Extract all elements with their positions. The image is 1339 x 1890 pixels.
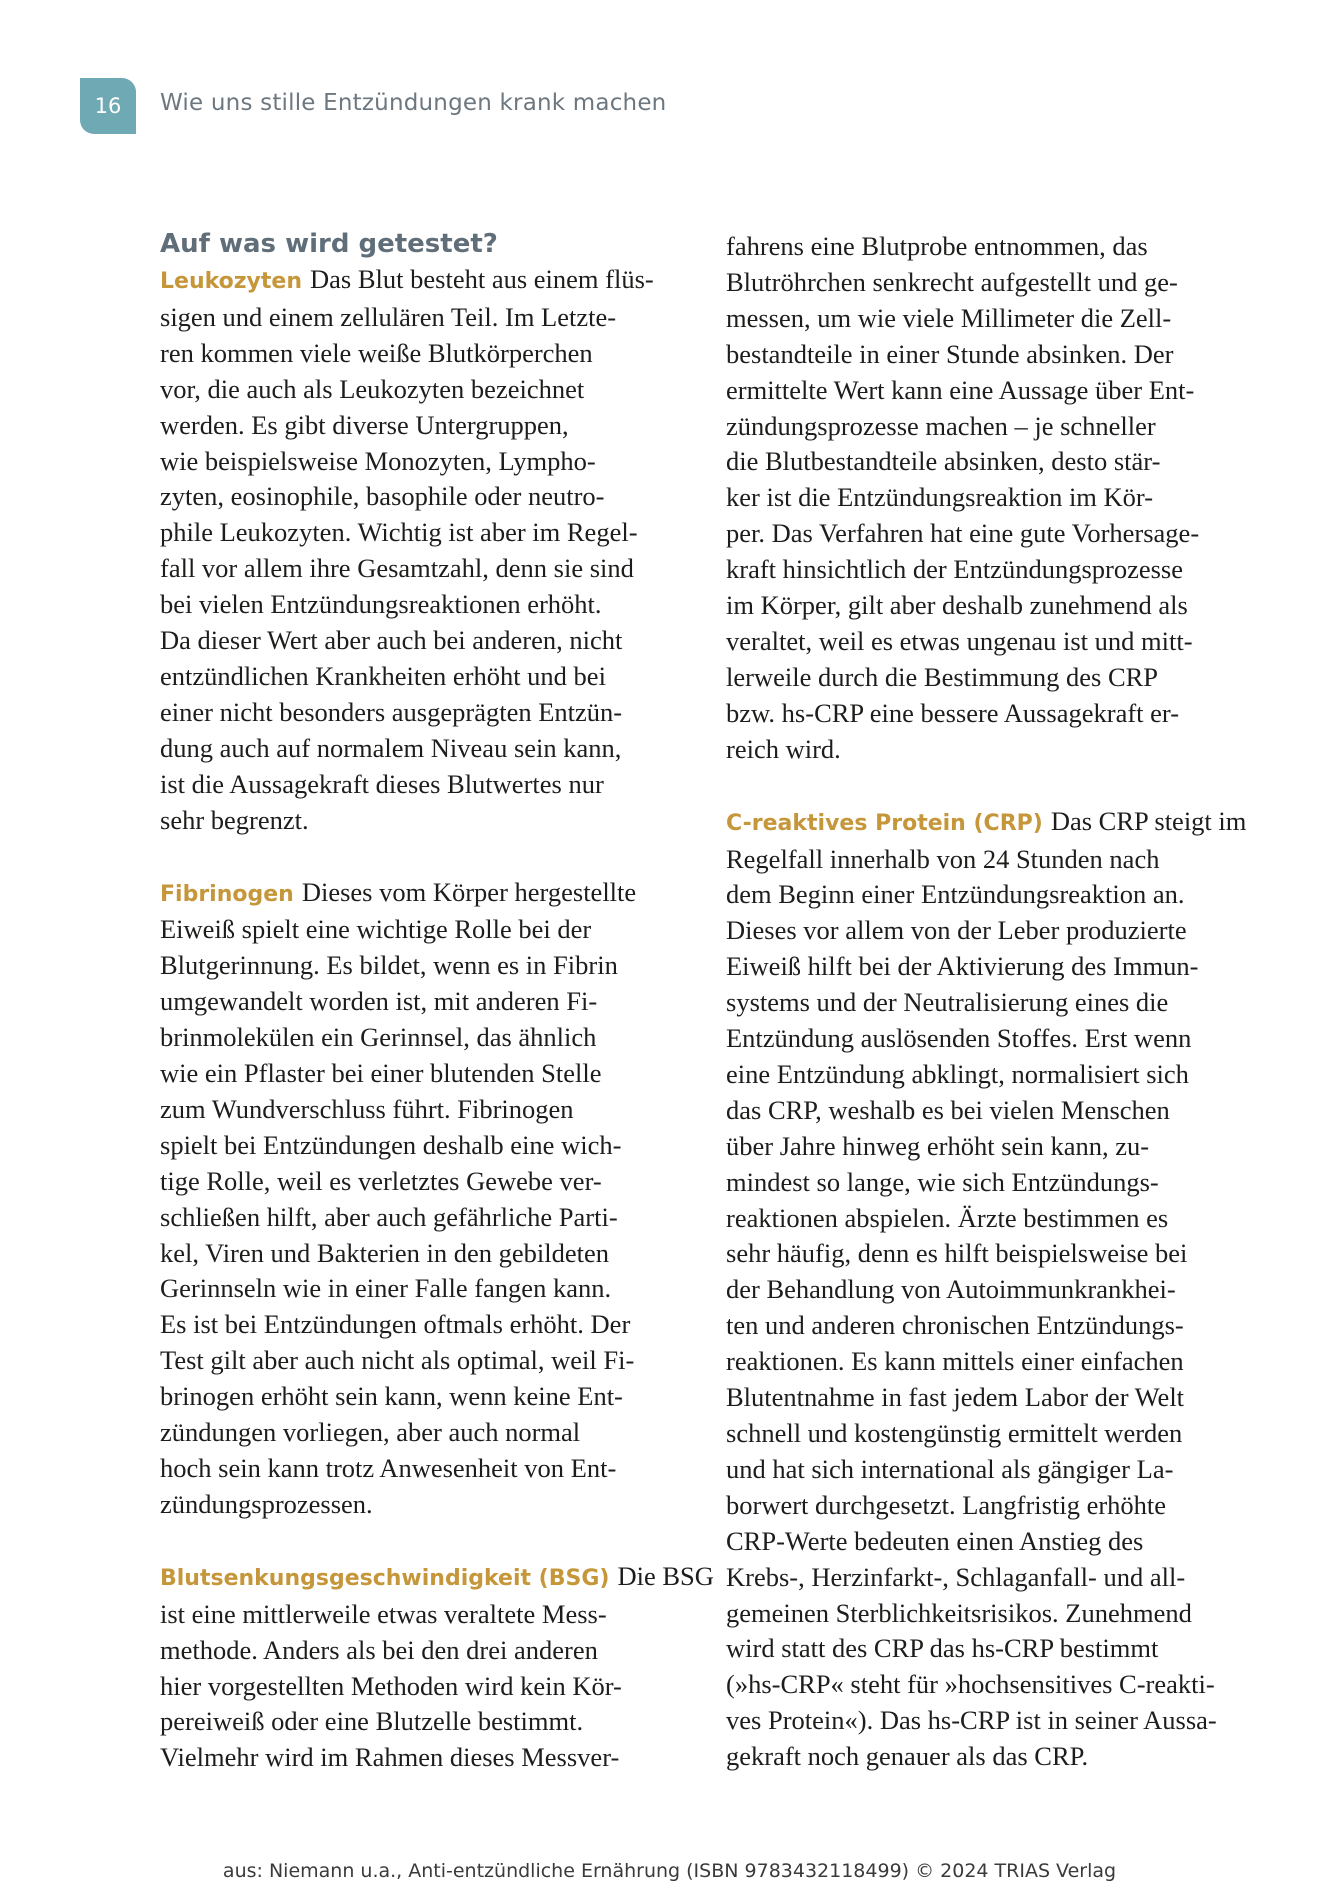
text-line	[160, 1451, 690, 1487]
line-text: schnell und kostengünstig ermittelt werden	[726, 1418, 1183, 1448]
line-text: reaktionen abspielen. Ärzte bestimmen es	[726, 1202, 1169, 1233]
line-text: Da dieser Wert aber auch bei anderen, nicht	[160, 625, 623, 656]
text-line	[160, 1633, 690, 1669]
text-line	[726, 660, 1256, 696]
line-text: fahrens eine Blutprobe entnommen, das	[726, 231, 1148, 261]
text-line	[160, 1379, 690, 1415]
line-text: mindest so lange, wie sich Entzündungs-	[726, 1166, 1159, 1197]
text-line	[160, 1704, 690, 1740]
text-line	[726, 1631, 1256, 1667]
line-text: kraft hinsichtlich der Entzündungsprozesse	[726, 554, 1183, 585]
text-line	[160, 1271, 690, 1307]
text-line	[726, 877, 1256, 913]
text-line	[160, 1669, 690, 1705]
footer-citation: aus: Niemann u.a., Anti-entzündliche Ernährung (ISBN 9783432118499) © 2024 TRIAS Verlag	[222, 1860, 1117, 1882]
text-line	[160, 875, 690, 913]
term-heading: C-reaktives Protein (CRP)	[726, 810, 1043, 836]
text-line	[160, 1487, 690, 1523]
text-line	[160, 479, 690, 515]
text-line	[160, 262, 690, 300]
line-text: spielt bei Entzündungen deshalb eine wich-	[160, 1129, 622, 1160]
line-text: reich wird.	[726, 733, 841, 764]
line-text: hier vorgestellten Methoden wird kein Kör-	[160, 1670, 622, 1701]
text-line	[160, 948, 690, 984]
text-line	[726, 373, 1256, 409]
line-text: reaktionen. Es kann mittels einer einfachen	[726, 1346, 1184, 1377]
text-line	[160, 731, 690, 767]
line-text: Dieses vom Körper hergestellte	[301, 876, 637, 907]
text-line	[160, 372, 690, 408]
text-line	[160, 912, 690, 948]
line-text: Das CRP steigt im	[1050, 805, 1247, 836]
text-line	[160, 1597, 690, 1633]
text-line	[726, 985, 1256, 1021]
paragraph	[160, 1559, 714, 1776]
text-line	[726, 552, 1256, 588]
text-line	[726, 1272, 1256, 1308]
line-text: über Jahre hinweg erhöht sein kann, zu-	[726, 1130, 1150, 1161]
left-column	[160, 226, 714, 1776]
text-line	[160, 767, 690, 803]
line-text: Blutgerinnung. Es bildet, wenn es in Fibrin	[160, 950, 618, 981]
line-text: Die BSG	[617, 1560, 714, 1591]
line-text: fall vor allem ihre Gesamtzahl, denn sie sind	[160, 553, 634, 584]
line-text: brinmolekülen ein Gerinnsel, das ähnlich	[160, 1022, 597, 1053]
text-line	[726, 624, 1256, 660]
line-text: zum Wundverschluss führt. Fibrinogen	[160, 1093, 574, 1124]
text-line	[160, 1128, 690, 1164]
line-text: per. Das Verfahren hat eine gute Vorhersage-	[726, 518, 1200, 549]
text-line	[160, 1559, 714, 1597]
line-text: methode. Anders als bei den drei anderen	[160, 1634, 598, 1665]
line-text: der Behandlung von Autoimmunkrankhei-	[726, 1274, 1176, 1305]
text-line	[160, 984, 690, 1020]
text-line	[726, 1057, 1256, 1093]
text-line	[726, 588, 1256, 624]
text-line	[160, 1092, 690, 1128]
text-line	[160, 803, 690, 839]
line-text: zündungen vorliegen, aber auch normal	[160, 1417, 581, 1448]
text-line	[726, 1560, 1256, 1596]
text-line	[726, 1739, 1256, 1775]
text-line	[726, 1488, 1256, 1524]
text-line	[160, 336, 690, 372]
text-line	[160, 1164, 690, 1200]
text-line	[160, 551, 690, 587]
text-line	[160, 587, 690, 623]
line-text: systems und der Neutralisierung eines die	[726, 987, 1169, 1018]
text-line	[726, 1524, 1256, 1560]
line-text: ves Protein«). Das hs-CRP ist in seiner Aussa-	[726, 1705, 1217, 1736]
text-line	[726, 1236, 1256, 1272]
text-line	[160, 1343, 690, 1379]
line-text: sehr häufig, denn es hilft beispielsweise bei	[726, 1238, 1188, 1269]
line-text: ker ist die Entzündungsreaktion im Kör-	[726, 482, 1154, 513]
paragraph-gap	[160, 1523, 690, 1559]
right-column	[726, 229, 1256, 1775]
line-text: borwert durchgesetzt. Langfristig erhöhte	[726, 1489, 1167, 1520]
text-line	[726, 804, 1256, 842]
line-text: ermittelte Wert kann eine Aussage über Ent-	[726, 374, 1195, 405]
line-text: bestandteile in einer Stunde absinken. Der	[726, 338, 1174, 369]
line-text: wird statt des CRP das hs-CRP bestimmt	[726, 1633, 1159, 1664]
running-title: Wie uns stille Entzündungen krank machen	[160, 90, 667, 116]
line-text: gekraft noch genauer als das CRP.	[726, 1741, 1089, 1772]
text-line	[726, 480, 1256, 516]
line-text: ist die Aussagekraft dieses Blutwertes nur	[160, 768, 604, 799]
text-line	[726, 229, 1256, 265]
text-line	[160, 1200, 690, 1236]
text-line	[160, 1740, 690, 1776]
line-text: entzündlichen Krankheiten erhöht und bei	[160, 660, 606, 691]
line-text: Eiweiß hilft bei der Aktivierung des Immun-	[726, 951, 1199, 982]
text-line	[726, 1667, 1256, 1703]
line-text: brinogen erhöht sein kann, wenn keine Ent-	[160, 1381, 623, 1412]
text-line	[160, 1056, 690, 1092]
text-line	[160, 1236, 690, 1272]
text-line	[160, 659, 690, 695]
line-text: tige Rolle, weil es verletztes Gewebe ver-	[160, 1165, 602, 1196]
paragraph	[726, 229, 1256, 768]
line-text: sigen und einem zellulären Teil. Im Letzte-	[160, 301, 617, 332]
text-line	[726, 1596, 1256, 1632]
page-number-badge	[80, 78, 136, 134]
text-line	[726, 1021, 1256, 1057]
text-line	[726, 1380, 1256, 1416]
paragraph-gap	[726, 768, 1256, 804]
line-text: zyten, eosinophile, basophile oder neutro-	[160, 481, 605, 512]
text-line	[726, 1416, 1256, 1452]
line-text: im Körper, gilt aber deshalb zunehmend als	[726, 590, 1188, 621]
text-line	[726, 696, 1256, 732]
text-line	[726, 1703, 1256, 1739]
line-text: Entzündung auslösenden Stoffes. Erst wenn	[726, 1023, 1192, 1054]
line-text: einer nicht besonders ausgeprägten Entzün-	[160, 696, 623, 727]
paragraph	[160, 875, 690, 1523]
text-line	[726, 1308, 1256, 1344]
line-text: ren kommen viele weiße Blutkörperchen	[160, 337, 593, 368]
term-heading: Fibrinogen	[160, 881, 294, 907]
line-text: die Blutbestandteile absinken, desto stär-	[726, 446, 1161, 477]
line-text: gemeinen Sterblichkeitsrisikos. Zunehmend	[726, 1597, 1192, 1628]
text-line	[726, 949, 1256, 985]
line-text: eine Entzündung abklingt, normalisiert sich	[726, 1058, 1189, 1089]
line-text: umgewandelt worden ist, mit anderen Fi-	[160, 986, 598, 1017]
text-line	[726, 1452, 1256, 1488]
paragraph-gap	[160, 839, 690, 875]
right-sections	[726, 229, 1256, 1775]
line-text: veraltet, weil es etwas ungenau ist und mitt-	[726, 625, 1193, 656]
line-text: sehr begrenzt.	[160, 804, 309, 835]
text-line	[726, 732, 1256, 768]
line-text: werden. Es gibt diverse Untergruppen,	[160, 409, 569, 440]
text-line	[726, 1165, 1256, 1201]
line-text: ist eine mittlerweile etwas veraltete Mess-	[160, 1598, 607, 1629]
text-line	[160, 444, 690, 480]
text-line	[726, 301, 1256, 337]
line-text: Blutröhrchen senkrecht aufgestellt und ge-	[726, 266, 1178, 297]
line-text: (»hs-CRP« steht für »hochsensitives C-reakti-	[726, 1669, 1215, 1700]
line-text: schließen hilft, aber auch gefährliche Parti-	[160, 1201, 618, 1232]
text-line	[160, 1020, 690, 1056]
line-text: messen, um wie viele Millimeter die Zell-	[726, 302, 1172, 333]
line-text: und hat sich international als gängiger La-	[726, 1453, 1174, 1484]
text-line	[160, 515, 690, 551]
line-text: dem Beginn einer Entzündungsreaktion an.	[726, 879, 1185, 910]
line-text: dung auch auf normalem Niveau sein kann,	[160, 732, 622, 763]
line-text: lerweile durch die Bestimmung des CRP	[726, 661, 1159, 692]
text-line	[726, 1093, 1256, 1129]
page-number: 16	[94, 94, 122, 118]
text-line	[726, 409, 1256, 445]
text-line	[726, 265, 1256, 301]
text-line	[726, 1201, 1256, 1237]
text-line	[160, 1415, 690, 1451]
line-text: Eiweiß spielt eine wichtige Rolle bei der	[160, 914, 592, 945]
line-text: ten und anderen chronischen Entzündungs-	[726, 1310, 1184, 1341]
term-heading: Blutsenkungsgeschwindigkeit (BSG)	[160, 1565, 610, 1591]
line-text: Es ist bei Entzündungen oftmals erhöht. Der	[160, 1309, 631, 1340]
text-line	[726, 516, 1256, 552]
line-text: phile Leukozyten. Wichtig ist aber im Regel-	[160, 517, 638, 548]
text-line	[160, 300, 690, 336]
paragraph	[726, 804, 1256, 1775]
line-text: Test gilt aber auch nicht als optimal, weil Fi-	[160, 1345, 635, 1376]
line-text: Dieses vor allem von der Leber produzierte	[726, 915, 1187, 946]
line-text: bzw. hs-CRP eine bessere Aussagekraft er-	[726, 697, 1180, 728]
line-text: wie ein Pflaster bei einer blutenden Stelle	[160, 1058, 602, 1089]
line-text: Blutentnahme in fast jedem Labor der Welt	[726, 1382, 1185, 1413]
text-line	[726, 444, 1256, 480]
text-line	[726, 1344, 1256, 1380]
text-line	[160, 408, 690, 444]
line-text: vor, die auch als Leukozyten bezeichnet	[160, 373, 585, 404]
line-text: Vielmehr wird im Rahmen dieses Messver-	[160, 1742, 620, 1773]
line-text: Das Blut besteht aus einem flüs-	[310, 264, 654, 294]
line-text: hoch sein kann trotz Anwesenheit von Ent-	[160, 1453, 617, 1483]
section-heading: Auf was wird getestet?	[160, 229, 498, 259]
line-text: CRP-Werte bedeuten einen Anstieg des	[726, 1525, 1144, 1556]
line-text: bei vielen Entzündungsreaktionen erhöht.	[160, 589, 602, 620]
line-text: pereiweiß oder eine Blutzelle bestimmt.	[160, 1706, 584, 1737]
line-text: das CRP, weshalb es bei vielen Menschen	[726, 1094, 1170, 1125]
text-line	[726, 1129, 1256, 1165]
line-text: zündungsprozesse machen – je schneller	[726, 410, 1156, 441]
line-text: wie beispielsweise Monozyten, Lympho-	[160, 445, 596, 476]
text-line	[160, 1307, 690, 1343]
text-line	[726, 913, 1256, 949]
line-text: Regelfall innerhalb von 24 Stunden nach	[726, 843, 1160, 874]
text-line	[160, 695, 690, 731]
text-line	[160, 623, 690, 659]
line-text: Krebs-, Herzinfarkt-, Schlaganfall- und all-	[726, 1561, 1186, 1592]
text-line	[726, 337, 1256, 373]
text-line	[726, 842, 1256, 878]
line-text: zündungsprozessen.	[160, 1488, 373, 1519]
line-text: kel, Viren und Bakterien in den gebildeten	[160, 1237, 610, 1268]
left-sections	[160, 262, 714, 1776]
term-heading: Leukozyten	[160, 269, 303, 294]
paragraph	[160, 262, 690, 839]
line-text: Gerinnseln wie in einer Falle fangen kann.	[160, 1273, 612, 1304]
